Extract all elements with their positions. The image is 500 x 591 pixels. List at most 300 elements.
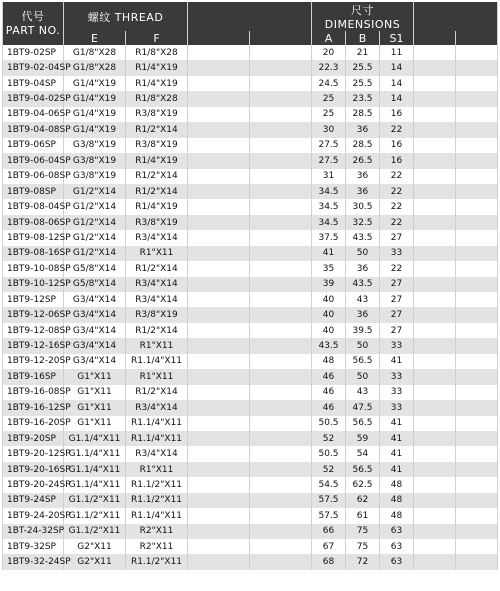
- blank-cell: [250, 277, 312, 292]
- blank-cell: [414, 230, 456, 245]
- dim-s1-cell: 14: [380, 91, 414, 106]
- blank-cell: [250, 524, 312, 539]
- part-no-cell: 1BT9-20-24SP: [3, 477, 64, 492]
- blank-cell: [456, 385, 498, 400]
- thread-f-cell: R1/2"X14: [126, 385, 188, 400]
- dim-a-cell: 22.3: [312, 60, 346, 75]
- thread-f-cell: R1/8"X28: [126, 45, 188, 60]
- dim-b-cell: 43.5: [346, 277, 380, 292]
- blank-cell: [250, 107, 312, 122]
- blank-cell: [456, 416, 498, 431]
- dim-a-cell: 30: [312, 122, 346, 137]
- thread-e-cell: G1.1/4"X11: [64, 462, 126, 477]
- dim-b-cell: 56.5: [346, 462, 380, 477]
- dim-s1-cell: 14: [380, 60, 414, 75]
- part-no-header: [3, 2, 64, 45]
- dim-s1-cell: 48: [380, 508, 414, 523]
- table-row: [3, 230, 498, 245]
- part-no-cell: 1BT9-04SP: [3, 76, 64, 91]
- blank-cell: [456, 524, 498, 539]
- blank-cell: [188, 323, 250, 338]
- thread-header: 螺纹 THREAD: [64, 2, 188, 31]
- dim-b-cell: 32.5: [346, 215, 380, 230]
- dim-s1-cell: 41: [380, 462, 414, 477]
- thread-e-cell: G1.1/2"X11: [64, 493, 126, 508]
- dim-b-cell: 23.5: [346, 91, 380, 106]
- part-no-cell: 1BT9-16-08SP: [3, 385, 64, 400]
- blank-cell: [456, 246, 498, 261]
- blank-cell: [456, 477, 498, 492]
- table-row: [3, 354, 498, 369]
- table-row: [3, 45, 498, 60]
- blank-cell: [188, 400, 250, 415]
- blank-cell: [456, 338, 498, 353]
- blank-cell: [456, 199, 498, 214]
- blank-cell: [188, 91, 250, 106]
- blank-cell: [250, 539, 312, 554]
- blank-cell: [414, 184, 456, 199]
- blank-cell: [188, 184, 250, 199]
- blank-cell: [456, 539, 498, 554]
- dim-a-cell: 40: [312, 323, 346, 338]
- blank-cell: [250, 230, 312, 245]
- part-no-header-cn: 代号: [21, 9, 45, 23]
- col-e-header: E: [64, 31, 126, 45]
- table-row: [3, 524, 498, 539]
- dim-s1-cell: 33: [380, 369, 414, 384]
- blank-cell: [188, 199, 250, 214]
- part-no-cell: 1BT9-20-16SP: [3, 462, 64, 477]
- thread-e-cell: G1.1/2"X11: [64, 524, 126, 539]
- blank-cell: [414, 385, 456, 400]
- table-row: [3, 184, 498, 199]
- blank-cell: [250, 215, 312, 230]
- dim-a-cell: 68: [312, 554, 346, 569]
- blank-cell: [414, 369, 456, 384]
- thread-e-cell: G1.1/4"X11: [64, 446, 126, 461]
- blank-cell: [188, 45, 250, 60]
- blank-cell: [456, 554, 498, 569]
- table-row: [3, 122, 498, 137]
- thread-e-cell: G1"X11: [64, 369, 126, 384]
- blank-cell: [456, 446, 498, 461]
- blank-cell: [188, 60, 250, 75]
- blank-cell: [188, 493, 250, 508]
- part-no-cell: 1BT9-16-12SP: [3, 400, 64, 415]
- dim-s1-cell: 22: [380, 122, 414, 137]
- table-row: [3, 431, 498, 446]
- blank-cell: [456, 107, 498, 122]
- dim-s1-cell: 27: [380, 307, 414, 322]
- blank-cell: [250, 76, 312, 91]
- blank-cell: [188, 122, 250, 137]
- dim-b-cell: 50: [346, 246, 380, 261]
- thread-e-cell: G5/8"X14: [64, 261, 126, 276]
- dim-a-cell: 27.5: [312, 138, 346, 153]
- part-no-cell: 1BT-24-32SP: [3, 524, 64, 539]
- dim-a-cell: 67: [312, 539, 346, 554]
- thread-e-cell: G1/2"X14: [64, 215, 126, 230]
- thread-f-cell: R1/8"X28: [126, 91, 188, 106]
- thread-f-cell: R1/2"X14: [126, 184, 188, 199]
- dim-a-cell: 43.5: [312, 338, 346, 353]
- part-no-cell: 1BT9-06SP: [3, 138, 64, 153]
- blank-cell: [414, 462, 456, 477]
- blank-cell: [188, 369, 250, 384]
- dim-b-cell: 28.5: [346, 107, 380, 122]
- blank-header-2: [414, 2, 498, 31]
- blank-cell: [414, 524, 456, 539]
- thread-f-cell: R1.1/2"X11: [126, 554, 188, 569]
- table-row: [3, 323, 498, 338]
- blank-cell: [414, 91, 456, 106]
- part-no-cell: 1BT9-32-24SP: [3, 554, 64, 569]
- thread-e-cell: G1.1/4"X11: [64, 431, 126, 446]
- blank-cell: [414, 307, 456, 322]
- dim-b-cell: 61: [346, 508, 380, 523]
- part-no-cell: 1BT9-06-08SP: [3, 169, 64, 184]
- dim-b-cell: 59: [346, 431, 380, 446]
- dim-s1-cell: 33: [380, 338, 414, 353]
- col-b-header: B: [346, 31, 380, 45]
- dim-s1-cell: 63: [380, 539, 414, 554]
- thread-e-cell: G1/8"X28: [64, 60, 126, 75]
- dim-b-cell: 75: [346, 524, 380, 539]
- dim-s1-cell: 63: [380, 554, 414, 569]
- thread-e-cell: G1/4"X19: [64, 76, 126, 91]
- table-row: [3, 76, 498, 91]
- dim-a-cell: 25: [312, 107, 346, 122]
- thread-f-cell: R1/2"X14: [126, 169, 188, 184]
- col-s1-header: S1: [380, 31, 414, 45]
- dim-b-cell: 56.5: [346, 416, 380, 431]
- blank-cell: [414, 446, 456, 461]
- thread-e-cell: G1/4"X19: [64, 91, 126, 106]
- dim-a-cell: 34.5: [312, 215, 346, 230]
- blank-cell: [188, 446, 250, 461]
- blank-cell: [250, 477, 312, 492]
- part-no-cell: 1BT9-24-20SP: [3, 508, 64, 523]
- part-no-cell: 1BT9-24SP: [3, 493, 64, 508]
- blank-cell: [456, 91, 498, 106]
- blank-cell: [250, 400, 312, 415]
- blank-cell: [250, 338, 312, 353]
- part-no-cell: 1BT9-20SP: [3, 431, 64, 446]
- blank-cell: [414, 477, 456, 492]
- part-no-cell: 1BT9-12-16SP: [3, 338, 64, 353]
- table-row: [3, 199, 498, 214]
- dim-s1-cell: 27: [380, 230, 414, 245]
- table-row: [3, 446, 498, 461]
- thread-e-cell: G1/8"X28: [64, 45, 126, 60]
- blank-cell: [250, 385, 312, 400]
- blank-cell: [250, 307, 312, 322]
- part-no-cell: 1BT9-06-04SP: [3, 153, 64, 168]
- blank-cell: [414, 261, 456, 276]
- thread-f-cell: R1.1/4"X11: [126, 508, 188, 523]
- blank-cell: [456, 122, 498, 137]
- dim-s1-cell: 22: [380, 184, 414, 199]
- dim-s1-cell: 14: [380, 76, 414, 91]
- thread-f-cell: R3/4"X14: [126, 446, 188, 461]
- dim-s1-cell: 41: [380, 416, 414, 431]
- blank-cell: [456, 508, 498, 523]
- thread-e-cell: G3/4"X14: [64, 338, 126, 353]
- blank-cell: [414, 354, 456, 369]
- table-row: [3, 416, 498, 431]
- dim-a-cell: 35: [312, 261, 346, 276]
- blank-cell: [414, 122, 456, 137]
- blank-cell: [456, 215, 498, 230]
- blank-cell: [250, 354, 312, 369]
- blank-cell: [414, 138, 456, 153]
- dim-s1-cell: 22: [380, 169, 414, 184]
- thread-e-cell: G3/8"X19: [64, 138, 126, 153]
- blank-cell: [456, 261, 498, 276]
- blank-cell: [414, 416, 456, 431]
- table-row: [3, 292, 498, 307]
- thread-e-cell: G3/8"X19: [64, 169, 126, 184]
- thread-f-cell: R1/4"X19: [126, 153, 188, 168]
- blank-cell: [414, 76, 456, 91]
- dim-a-cell: 37.5: [312, 230, 346, 245]
- thread-f-cell: R3/4"X14: [126, 277, 188, 292]
- blank-cell: [188, 385, 250, 400]
- table-row: [3, 107, 498, 122]
- thread-e-cell: G3/4"X14: [64, 354, 126, 369]
- blank-cell: [414, 508, 456, 523]
- blank-cell: [250, 91, 312, 106]
- dim-b-cell: 43.5: [346, 230, 380, 245]
- dim-b-cell: 75: [346, 539, 380, 554]
- blank-cell: [456, 431, 498, 446]
- thread-e-cell: G1/4"X19: [64, 107, 126, 122]
- dim-s1-cell: 27: [380, 292, 414, 307]
- table-row: [3, 246, 498, 261]
- blank-cell: [250, 431, 312, 446]
- thread-f-cell: R3/8"X19: [126, 107, 188, 122]
- thread-e-cell: G5/8"X14: [64, 277, 126, 292]
- blank-cell: [188, 169, 250, 184]
- part-no-cell: 1BT9-10-08SP: [3, 261, 64, 276]
- part-no-cell: 1BT9-32SP: [3, 539, 64, 554]
- thread-f-cell: R2"X11: [126, 539, 188, 554]
- dim-a-cell: 39: [312, 277, 346, 292]
- dim-b-cell: 25.5: [346, 76, 380, 91]
- blank-cell: [456, 230, 498, 245]
- dim-b-cell: 72: [346, 554, 380, 569]
- blank-cell: [250, 369, 312, 384]
- dim-s1-cell: 48: [380, 493, 414, 508]
- thread-f-cell: R1/4"X19: [126, 76, 188, 91]
- table-row: [3, 493, 498, 508]
- part-no-cell: 1BT9-04-08SP: [3, 122, 64, 137]
- blank-cell: [456, 323, 498, 338]
- part-no-cell: 1BT9-16-20SP: [3, 416, 64, 431]
- blank-cell: [188, 215, 250, 230]
- blank-cell: [414, 323, 456, 338]
- table-header: [3, 2, 498, 45]
- dim-s1-cell: 27: [380, 277, 414, 292]
- dim-a-cell: 52: [312, 462, 346, 477]
- dim-a-cell: 48: [312, 354, 346, 369]
- blank-header-1: [188, 2, 312, 31]
- blank-cell: [188, 246, 250, 261]
- blank-cell: [188, 307, 250, 322]
- blank-cell: [414, 277, 456, 292]
- table-row: [3, 91, 498, 106]
- thread-f-cell: R3/8"X19: [126, 307, 188, 322]
- thread-f-cell: R1.1/4"X11: [126, 416, 188, 431]
- thread-f-cell: R1"X11: [126, 338, 188, 353]
- part-no-cell: 1BT9-02SP: [3, 45, 64, 60]
- part-no-cell: 1BT9-08-12SP: [3, 230, 64, 245]
- blank-cell: [414, 292, 456, 307]
- dim-s1-cell: 33: [380, 385, 414, 400]
- dim-s1-cell: 41: [380, 354, 414, 369]
- blank-cell: [250, 323, 312, 338]
- blank-cell: [456, 153, 498, 168]
- blank-cell: [188, 138, 250, 153]
- thread-e-cell: G1/4"X19: [64, 122, 126, 137]
- blank-cell: [188, 76, 250, 91]
- dim-a-cell: 40: [312, 307, 346, 322]
- table-row: [3, 477, 498, 492]
- dim-b-cell: 26.5: [346, 153, 380, 168]
- blank-cell: [188, 524, 250, 539]
- blank-cell: [414, 60, 456, 75]
- table-row: [3, 385, 498, 400]
- blank-cell: [250, 138, 312, 153]
- blank-cell: [188, 416, 250, 431]
- dim-b-cell: 43: [346, 292, 380, 307]
- blank-cell: [250, 508, 312, 523]
- blank-cell: [250, 45, 312, 60]
- dim-a-cell: 25: [312, 91, 346, 106]
- dim-b-cell: 54: [346, 446, 380, 461]
- blank-cell: [414, 199, 456, 214]
- blank-cell: [456, 493, 498, 508]
- blank-cell: [188, 107, 250, 122]
- part-spec-table: [2, 2, 498, 570]
- dim-s1-cell: 33: [380, 400, 414, 415]
- dim-a-cell: 20: [312, 45, 346, 60]
- thread-f-cell: R1.1/2"X11: [126, 493, 188, 508]
- blank-cell: [250, 446, 312, 461]
- table-row: [3, 60, 498, 75]
- blank-cell: [456, 292, 498, 307]
- dim-s1-cell: 22: [380, 199, 414, 214]
- dim-a-cell: 40: [312, 292, 346, 307]
- dim-b-cell: 36: [346, 261, 380, 276]
- blank-cell: [250, 462, 312, 477]
- table-row: [3, 215, 498, 230]
- blank-cell: [188, 431, 250, 446]
- thread-f-cell: R1"X11: [126, 462, 188, 477]
- thread-f-cell: R3/8"X19: [126, 215, 188, 230]
- thread-e-cell: G3/8"X19: [64, 153, 126, 168]
- blank-cell: [414, 45, 456, 60]
- blank-cell: [456, 76, 498, 91]
- thread-f-cell: R1"X11: [126, 246, 188, 261]
- blank-cell: [250, 153, 312, 168]
- part-no-cell: 1BT9-12-20SP: [3, 354, 64, 369]
- blank-cell: [414, 153, 456, 168]
- thread-e-cell: G1.1/2"X11: [64, 508, 126, 523]
- dim-a-cell: 46: [312, 385, 346, 400]
- blank-cell: [456, 45, 498, 60]
- table-row: [3, 261, 498, 276]
- blank-cell: [250, 246, 312, 261]
- dim-s1-cell: 27: [380, 323, 414, 338]
- blank-cell: [456, 354, 498, 369]
- thread-e-cell: G3/4"X14: [64, 292, 126, 307]
- blank-cell: [250, 60, 312, 75]
- dim-b-cell: 62.5: [346, 477, 380, 492]
- blank-cell: [250, 292, 312, 307]
- table-row: [3, 277, 498, 292]
- dimensions-header: 尺寸 DIMENSIONS: [312, 2, 414, 31]
- blank-cell: [188, 153, 250, 168]
- dim-b-cell: 28.5: [346, 138, 380, 153]
- table-row: [3, 153, 498, 168]
- blank-cell: [188, 539, 250, 554]
- dim-b-cell: 36: [346, 122, 380, 137]
- blank-cell: [188, 354, 250, 369]
- blank-cell: [250, 416, 312, 431]
- thread-f-cell: R1/2"X14: [126, 323, 188, 338]
- dim-b-cell: 36: [346, 307, 380, 322]
- blank-cell: [250, 554, 312, 569]
- thread-f-cell: R1/2"X14: [126, 261, 188, 276]
- blank-cell: [188, 338, 250, 353]
- blank-cell: [414, 338, 456, 353]
- col-blank-header: [414, 31, 456, 45]
- part-no-cell: 1BT9-04-06SP: [3, 107, 64, 122]
- dim-a-cell: 46: [312, 369, 346, 384]
- dim-s1-cell: 63: [380, 524, 414, 539]
- dim-a-cell: 24.5: [312, 76, 346, 91]
- thread-e-cell: G3/4"X14: [64, 323, 126, 338]
- blank-cell: [250, 261, 312, 276]
- part-no-cell: 1BT9-04-02SP: [3, 91, 64, 106]
- dim-a-cell: 46: [312, 400, 346, 415]
- table-row: [3, 338, 498, 353]
- part-no-cell: 1BT9-16SP: [3, 369, 64, 384]
- blank-cell: [188, 554, 250, 569]
- col-blank-header: [456, 31, 498, 45]
- dim-s1-cell: 22: [380, 261, 414, 276]
- thread-e-cell: G2"X11: [64, 554, 126, 569]
- col-blank-header: [250, 31, 312, 45]
- dim-s1-cell: 48: [380, 477, 414, 492]
- blank-cell: [414, 400, 456, 415]
- thread-f-cell: R3/4"X14: [126, 292, 188, 307]
- blank-cell: [456, 462, 498, 477]
- table-row: [3, 539, 498, 554]
- blank-cell: [250, 122, 312, 137]
- blank-cell: [456, 169, 498, 184]
- dim-a-cell: 27.5: [312, 153, 346, 168]
- dim-a-cell: 50.5: [312, 416, 346, 431]
- part-no-cell: 1BT9-08-06SP: [3, 215, 64, 230]
- dim-a-cell: 31: [312, 169, 346, 184]
- blank-cell: [456, 138, 498, 153]
- thread-f-cell: R3/4"X14: [126, 400, 188, 415]
- dim-a-cell: 54.5: [312, 477, 346, 492]
- blank-cell: [188, 477, 250, 492]
- blank-cell: [188, 230, 250, 245]
